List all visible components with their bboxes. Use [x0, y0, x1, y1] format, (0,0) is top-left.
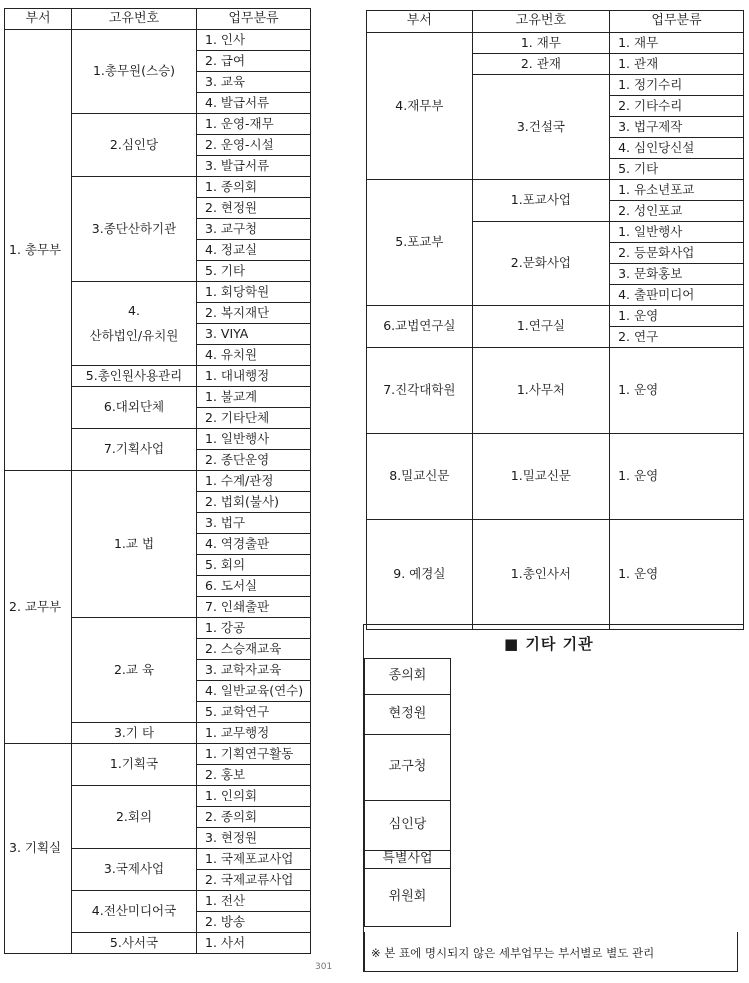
other-institutions-table [364, 658, 451, 927]
category-cell: 2. 홍보 [197, 765, 311, 786]
category-cell: 2. 스승재교육 [197, 639, 311, 660]
code-cell: 1.밀교신문 [472, 434, 609, 520]
category-cell: 4. 출판미디어 [610, 285, 744, 306]
category-cell: 1. 운영 [610, 434, 744, 520]
category-cell: 6. 도서실 [197, 576, 311, 597]
code-cell: 1.연구실 [472, 306, 609, 348]
code-cell: 1.사무처 [472, 348, 609, 434]
code-cell: 2.심인당 [72, 114, 197, 177]
category-cell: 4. 심인당신설 [610, 138, 744, 159]
left-classification-table [4, 8, 311, 954]
code-cell [72, 282, 197, 366]
other-institutions-title [504, 633, 594, 654]
category-cell: 1. 운영-재무 [197, 114, 311, 135]
dept-graduate-school: 7.진각대학원 [367, 348, 473, 434]
header-code: 고유번호 [472, 11, 609, 33]
category-cell: 3. 교구청 [197, 219, 311, 240]
category-cell: 2. 법회(불사) [197, 492, 311, 513]
category-cell: 3. 문화홍보 [610, 264, 744, 285]
dept-planning: 3. 기획실 [5, 744, 72, 954]
code-cell: 3.건설국 [472, 75, 609, 180]
category-cell: 5. 회의 [197, 555, 311, 576]
code-cell: 2.교 육 [72, 618, 197, 723]
other-item: 위원회 [365, 869, 451, 927]
category-cell: 1. 운영 [610, 520, 744, 630]
category-cell: 3. 법구 [197, 513, 311, 534]
category-cell: 2. 등문화사업 [610, 243, 744, 264]
category-cell: 3. 교학자교육 [197, 660, 311, 681]
category-cell: 2. 복지재단 [197, 303, 311, 324]
category-cell: 1. 대내행정 [197, 366, 311, 387]
code-cell: 2. 관재 [472, 54, 609, 75]
header-category: 업무분류 [197, 9, 311, 30]
category-cell: 2. 현정원 [197, 198, 311, 219]
category-cell: 5. 기타 [610, 159, 744, 180]
category-cell: 1. 관재 [610, 54, 744, 75]
category-cell: 7. 인쇄출판 [197, 597, 311, 618]
category-cell: 1. 불교계 [197, 387, 311, 408]
right-classification-table [366, 10, 744, 630]
category-cell: 3. VIYA [197, 324, 311, 345]
dept-general-affairs: 1. 총무부 [5, 30, 72, 471]
code-cell: 2.회의 [72, 786, 197, 849]
category-cell: 1. 운영 [610, 348, 744, 434]
code-cell: 1. 재무 [472, 33, 609, 54]
category-cell: 1. 국제포교사업 [197, 849, 311, 870]
category-cell: 1. 사서 [197, 933, 311, 954]
category-cell: 5. 교학연구 [197, 702, 311, 723]
header-dept: 부서 [5, 9, 72, 30]
code-cell: 1.포교사업 [472, 180, 609, 222]
code-line: 산하법인/유치원 [89, 327, 179, 343]
category-cell: 1. 회당학원 [197, 282, 311, 303]
category-cell: 3. 발급서류 [197, 156, 311, 177]
header-dept: 부서 [367, 11, 473, 33]
other-item: 교구청 [365, 735, 451, 801]
dept-propagation: 5.포교부 [367, 180, 473, 306]
category-cell: 4. 역경출판 [197, 534, 311, 555]
category-cell: 2. 국제교류사업 [197, 870, 311, 891]
category-cell: 2. 종의회 [197, 807, 311, 828]
other-item: 현정원 [365, 695, 451, 735]
square-bullet-icon: ■ [504, 635, 520, 653]
code-cell: 5.사서국 [72, 933, 197, 954]
other-item: 심인당 [365, 801, 451, 851]
code-cell: 1.총무원(스승) [72, 30, 197, 114]
code-cell: 3.기 타 [72, 723, 197, 744]
code-cell: 3.종단산하기관 [72, 177, 197, 282]
other-item: 종의회 [365, 659, 451, 695]
category-cell: 2. 연구 [610, 327, 744, 348]
code-cell: 6.대외단체 [72, 387, 197, 429]
code-cell: 2.문화사업 [472, 222, 609, 306]
dept-finance: 4.재무부 [367, 33, 473, 180]
category-cell: 1. 교무행정 [197, 723, 311, 744]
code-cell: 1.총인사서 [472, 520, 609, 630]
category-cell: 1. 수계/관정 [197, 471, 311, 492]
category-cell: 1. 운영 [610, 306, 744, 327]
category-cell: 1. 정기수리 [610, 75, 744, 96]
category-cell: 1. 기획연구활동 [197, 744, 311, 765]
dept-education: 2. 교무부 [5, 471, 72, 744]
category-cell: 3. 법구제작 [610, 117, 744, 138]
category-cell: 2. 급여 [197, 51, 311, 72]
category-cell: 1. 일반행사 [197, 429, 311, 450]
category-cell: 1. 일반행사 [610, 222, 744, 243]
code-cell: 5.총인원사용관리 [72, 366, 197, 387]
category-cell: 1. 종의회 [197, 177, 311, 198]
category-cell: 1. 재무 [610, 33, 744, 54]
category-cell: 1. 유소년포교 [610, 180, 744, 201]
category-cell: 1. 인의회 [197, 786, 311, 807]
category-cell: 2. 기타단체 [197, 408, 311, 429]
category-cell: 1. 강공 [197, 618, 311, 639]
category-cell: 4. 유치원 [197, 345, 311, 366]
dept-research: 6.교법연구실 [367, 306, 473, 348]
footnote: ※ 본 표에 명시되지 않은 세부업무는 부서별로 별도 관리 [364, 932, 738, 972]
code-cell: 1.기획국 [72, 744, 197, 786]
code-cell: 7.기획사업 [72, 429, 197, 471]
code-cell: 1.교 법 [72, 471, 197, 618]
dept-newspaper: 8.밀교신문 [367, 434, 473, 520]
category-cell: 1. 전산 [197, 891, 311, 912]
category-cell: 2. 기타수리 [610, 96, 744, 117]
dept-protocol: 9. 예경실 [367, 520, 473, 630]
code-cell: 4.전산미디어국 [72, 891, 197, 933]
category-cell: 1. 인사 [197, 30, 311, 51]
code-cell: 3.국제사업 [72, 849, 197, 891]
category-cell: 4. 일반교육(연수) [197, 681, 311, 702]
category-cell: 5. 기타 [197, 261, 311, 282]
code-line: 4. [128, 303, 140, 319]
category-cell: 3. 현정원 [197, 828, 311, 849]
other-item: 특별사업 [365, 851, 451, 869]
category-cell: 4. 발급서류 [197, 93, 311, 114]
header-category: 업무분류 [610, 11, 744, 33]
category-cell: 2. 성인포교 [610, 201, 744, 222]
page-number: 301 [315, 962, 333, 972]
category-cell: 2. 운영-시설 [197, 135, 311, 156]
category-cell: 4. 정교실 [197, 240, 311, 261]
category-cell: 2. 방송 [197, 912, 311, 933]
category-cell: 3. 교육 [197, 72, 311, 93]
header-code: 고유번호 [72, 9, 197, 30]
category-cell: 2. 종단운영 [197, 450, 311, 471]
other-title-text: 기타 기관 [525, 635, 594, 653]
